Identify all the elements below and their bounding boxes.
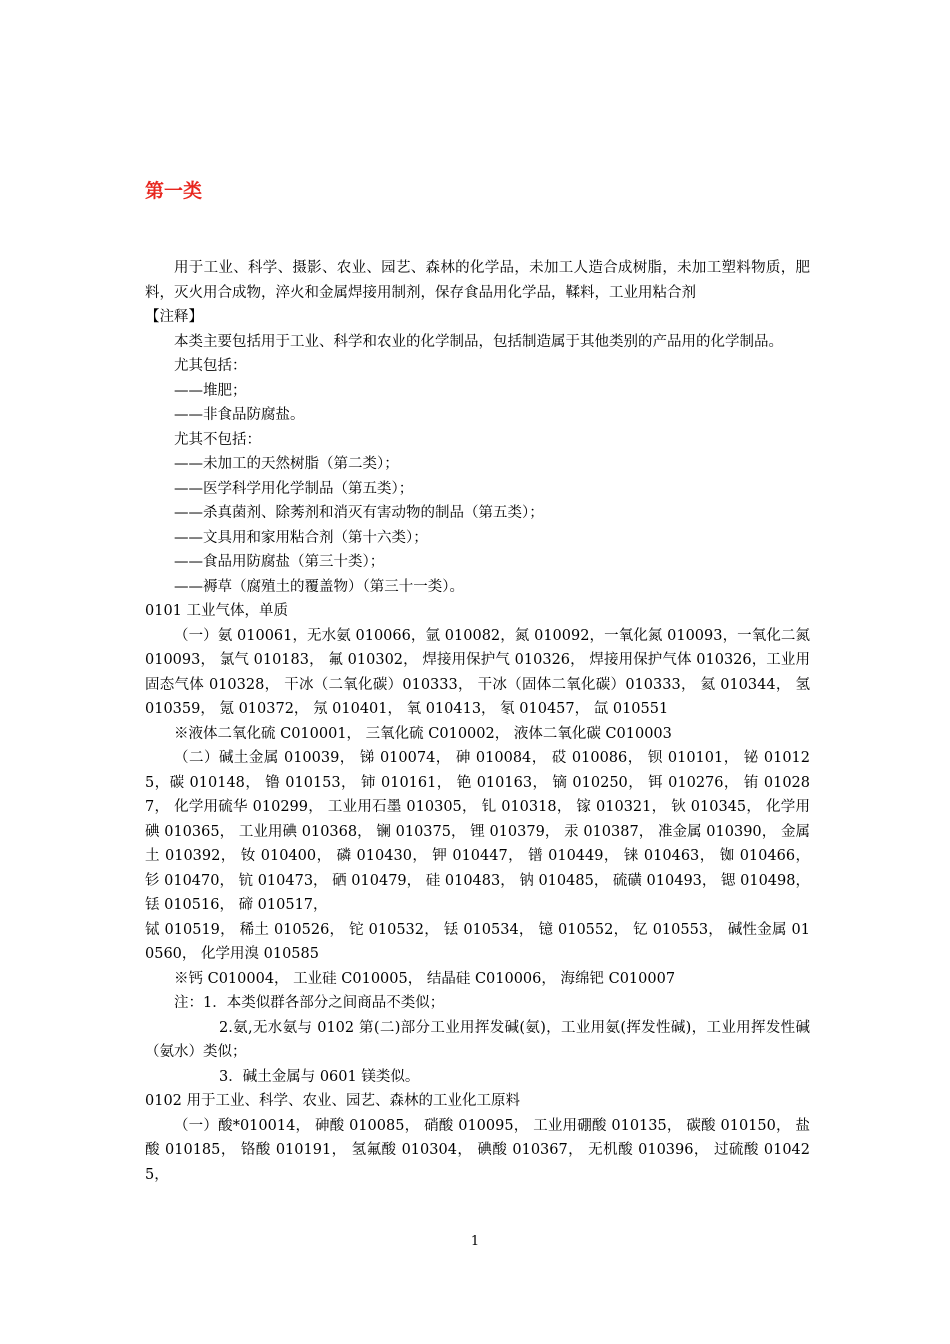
note-label: 【注释】 [145,309,203,325]
excludes-item: ——褥草（腐殖土的覆盖物）（第三十一类）。 [174,578,464,595]
page-number: 1 [470,1234,480,1249]
excludes-item: ——未加工的天然树脂（第二类）； [174,456,399,472]
group-supplement-text: ※液体二氧化硫 C010001， 三氧化硫 C010002， 液体二氧化碳 C010003 [174,725,672,742]
excludes-label: 尤其不包括： [174,431,261,448]
excludes-item: ——食品用防腐盐（第三十类）； [174,554,385,570]
group-supplement-text: ※钙 C010004， 工业硅 C010005， 结晶硅 C010006， 海绵钯 C010007 [174,970,676,987]
group-part-text: （一）氨 010061，无水氨 010066，氩 010082，氮 010092，一氧化氮 010093，一氧化二氮 010093， 氯气 010183， 氟 010302， 焊接用保护气 010326， 焊接用保护气体 010326，工业用固态气体 010328， 干冰（二氧化碳）010333， 干冰（固体二氧化碳）010333， 氦 010344， 氢 010359， 氪 010372， 氖 010401， 氧 010413， 氡 010457， 氙 010551 [145,627,810,717]
includes-item: ——堆肥； [174,382,247,399]
class-heading-text: 用于工业、科学、摄影、农业、园艺、森林的化学品，未加工人造合成树脂，未加工塑料物质，肥料，灭火用合成物，淬火和金属焊接用制剂，保存食品用化学品，鞣料，工业用粘合剂 [145,260,810,301]
excludes-item: ——医学科学用化学制品（第五类）； [174,480,414,497]
includes-label: 尤其包括： [174,358,247,374]
excludes-item: ——杀真菌剂、除莠剂和消灭有害动物的制品（第五类）； [174,505,544,521]
class-title: 第一类 [145,180,203,202]
group-note-text: 3．碱土金属与 0601 镁类似。 [219,1068,420,1085]
includes-item: ——非食品防腐盐。 [174,407,305,423]
group-part-text: （二）碱土金属 010039， 锑 010074， 砷 010084， 砹 010086， 钡 010101， 铋 010125，碳 010148， 镥 010153， 铈 010161， 铯 010163， 镝 010250， 铒 010276， 铕 010287， 化学用硫华 010299， 工业用石墨 010305， 钆 010318， 镓 010321， 钬 010345， 化学用碘 010365， 工业用碘 010368， 镧 010375， 锂 010379， 汞 010387， 准金属 010390， 金属土 010392， 钕 010400， 磷 010430， 钾 010447， 镨 010449， 铼 010463， 铷 010466， 钐 010470， 钪 010473， 硒 010479， 硅 010483， 钠 010485， 硫磺 010493， 锶 010498， 铥 010516， 碲 010517， [145,750,810,913]
note-text: 本类主要包括用于工业、科学和农业的化学制品，包括制造属于其他类别的产品用的化学制品。 [174,333,783,350]
group-note-text: 2.氨,无水氨与 0102 第(二)部分工业用挥发碱(氨)，工业用氨(挥发性碱)，工业用挥发性碱（氨水）类似； [145,1019,810,1060]
excludes-item: ——文具用和家用粘合剂（第十六类）； [174,529,428,546]
document-body [145,256,810,1187]
group-part-text: （一）酸*010014， 砷酸 010085， 硝酸 010095， 工业用硼酸 010135， 碳酸 010150， 盐酸 010185， 铬酸 010191， 氢氟酸 010304， 碘酸 010367， 无机酸 010396， 过硫酸 010425， [145,1117,810,1183]
group-heading-0101: 0101 工业气体，单质 [145,603,289,619]
group-part-text-continued: 铽 010519， 稀土 010526， 铊 010532， 铥 010534， 镱 010552， 钇 010553， 碱性金属 010560， 化学用溴 010585 [145,921,810,962]
group-heading-0102: 0102 用于工业、科学、农业、园艺、森林的工业化工原料 [145,1093,521,1109]
group-note-text: 注：1．本类似群各部分之间商品不类似； [174,995,445,1011]
